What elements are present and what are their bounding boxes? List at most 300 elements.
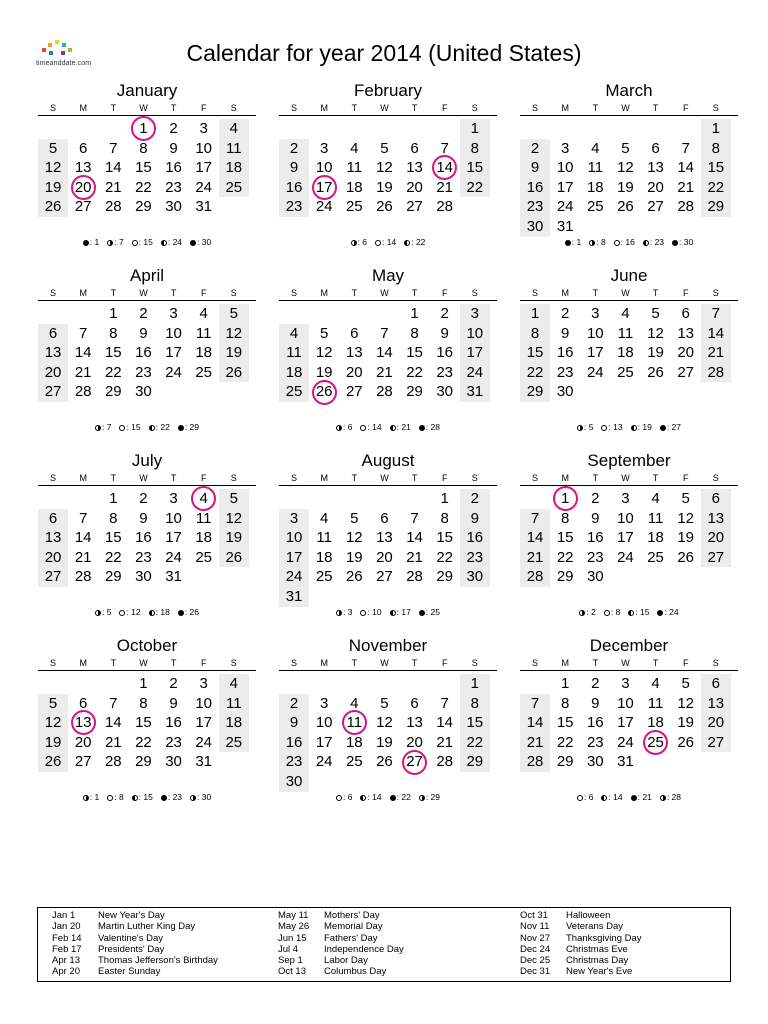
holiday-day-cell: 17 [309, 178, 339, 198]
day-cell: 1 [701, 119, 731, 139]
empty-cell [610, 119, 640, 139]
day-cell: 19 [38, 733, 68, 753]
moon-phase-date: : 19 [637, 422, 652, 432]
month-name: August [361, 451, 415, 470]
weekday-label: M [79, 103, 87, 113]
day-cell: 8 [561, 509, 570, 527]
day-cell: 28 [104, 753, 122, 771]
day-cell: 11 [219, 139, 249, 159]
day-cell: 15 [406, 344, 423, 362]
weekday-label: T [411, 103, 418, 113]
day-cell: 13 [677, 324, 695, 342]
weekday-label: T [170, 658, 177, 668]
day-cell: 2 [520, 139, 550, 159]
day-cell: 2 [279, 139, 309, 159]
day-cell: 5 [350, 509, 359, 527]
weekday-label: W [621, 288, 630, 298]
moon-phase-date: : 28 [666, 792, 681, 802]
holiday-row [278, 933, 404, 944]
moon-phase [601, 792, 622, 802]
day-cell: 26 [647, 363, 664, 381]
weekday-label: T [652, 473, 659, 483]
day-cell: 30 [556, 383, 574, 401]
day-cell: 2 [440, 305, 449, 322]
day-cell: 11 [647, 509, 664, 527]
moon-phase [360, 792, 381, 802]
day-cell: 7 [109, 139, 118, 157]
weekday-label: S [471, 473, 478, 483]
empty-cell [339, 489, 369, 509]
day-cell: 1 [561, 675, 570, 692]
day-cell: 7 [410, 509, 419, 527]
holiday-date: Apr 13 [52, 955, 80, 967]
moon-phase [660, 422, 681, 432]
month-october [38, 635, 256, 772]
day-cell: 20 [406, 733, 423, 751]
day-cell: 13 [647, 159, 664, 177]
moon-phase-date: : 29 [425, 792, 440, 802]
weekday-label: S [230, 288, 237, 298]
day-cell: 28 [74, 568, 92, 586]
weekday-label: F [200, 288, 207, 298]
weekday-label: S [471, 103, 478, 113]
moon-phase [579, 607, 595, 617]
weekday-label: W [621, 473, 630, 483]
weekday-label: F [200, 658, 207, 668]
holiday-row [52, 921, 218, 932]
day-cell: 16 [279, 178, 309, 198]
day-cell: 26 [38, 752, 68, 772]
empty-cell [339, 119, 369, 139]
weekday-label: S [291, 473, 298, 483]
day-cell: 2 [460, 489, 490, 509]
day-cell: 23 [586, 548, 604, 566]
day-cell: 14 [406, 529, 423, 547]
day-cell: 10 [165, 509, 182, 527]
day-cell: 14 [74, 529, 92, 547]
full-moon-icon [577, 795, 583, 801]
day-cell: 19 [219, 528, 249, 548]
day-cell: 4 [591, 139, 600, 157]
day-cell: 13 [376, 529, 393, 547]
day-cell: 8 [460, 694, 490, 714]
holiday-day-cell: 13 [68, 713, 98, 733]
weekday-label: F [441, 658, 448, 668]
day-cell: 15 [556, 714, 574, 732]
moon-phase-date: : 1 [571, 237, 582, 247]
holiday-date: Oct 13 [278, 966, 306, 978]
day-cell: 15 [556, 529, 574, 547]
month-name: April [129, 266, 164, 285]
holiday-name: Labor Day [324, 955, 368, 967]
day-cell: 8 [460, 139, 490, 159]
weekday-header [38, 287, 256, 301]
day-cell: 13 [345, 344, 363, 362]
moon-phase [107, 237, 123, 247]
day-cell: 10 [195, 139, 213, 157]
day-cell: 15 [104, 344, 122, 362]
weekday-label: T [110, 473, 117, 483]
day-cell: 26 [219, 548, 249, 568]
moon-phase [351, 237, 367, 247]
month-may [279, 265, 497, 402]
moon-phase-date: : 1 [89, 792, 100, 802]
weekday-label: S [230, 473, 237, 483]
day-cell: 22 [436, 548, 454, 566]
full-moon-icon [360, 610, 366, 616]
moon-phase [132, 792, 153, 802]
day-cell: 27 [677, 363, 695, 381]
day-cell: 18 [315, 548, 333, 566]
empty-cell [38, 304, 68, 324]
day-cell: 13 [38, 528, 68, 548]
day-grid [279, 304, 497, 402]
day-cell: 21 [677, 178, 695, 196]
day-cell: 25 [345, 753, 363, 771]
month-name: May [371, 266, 405, 285]
month-name: October [116, 636, 178, 655]
moon-phase [390, 422, 411, 432]
empty-cell [520, 489, 550, 509]
day-cell: 4 [219, 119, 249, 139]
weekday-label: S [291, 103, 298, 113]
moon-phase-date: : 7 [101, 422, 112, 432]
day-cell: 15 [520, 343, 550, 363]
empty-cell [369, 674, 399, 694]
day-cell: 29 [460, 752, 490, 772]
weekday-label: T [110, 103, 117, 113]
moon-phase [628, 607, 649, 617]
holiday-name: Martin Luther King Day [98, 921, 196, 933]
month-december [520, 635, 738, 772]
weekday-label: S [532, 288, 539, 298]
weekday-label: F [200, 473, 207, 483]
moon-phases [520, 237, 738, 247]
moon-phase [178, 422, 199, 432]
moon-phase [390, 607, 411, 617]
holiday-name: Thomas Jefferson's Birthday [98, 955, 218, 967]
weekday-label: M [561, 103, 569, 113]
full-moon-icon [119, 610, 125, 616]
day-cell: 9 [591, 509, 600, 527]
day-cell: 2 [561, 305, 570, 322]
moon-phase-date: : 6 [357, 237, 368, 247]
day-cell: 12 [219, 324, 249, 344]
day-cell: 1 [440, 490, 449, 507]
day-cell: 11 [346, 159, 363, 177]
day-cell: 11 [279, 343, 309, 363]
weekday-label: W [380, 103, 389, 113]
weekday-label: M [79, 658, 87, 668]
moon-phases [38, 607, 256, 617]
day-cell: 14 [436, 714, 454, 732]
holiday-column [278, 910, 404, 978]
day-grid [520, 119, 738, 237]
new-moon-icon [83, 240, 89, 246]
new-moon-icon [672, 240, 678, 246]
weekday-label: T [592, 658, 599, 668]
day-cell: 19 [677, 714, 695, 732]
day-cell: 21 [104, 733, 122, 751]
moon-phase [657, 607, 678, 617]
day-cell: 5 [651, 305, 660, 322]
holiday-day-cell: 1 [128, 119, 158, 139]
day-cell: 1 [109, 490, 118, 507]
moon-phase [83, 792, 99, 802]
weekday-label: T [351, 658, 358, 668]
empty-cell [279, 304, 309, 324]
day-cell: 31 [556, 217, 574, 235]
holiday-date: May 26 [278, 921, 310, 933]
day-cell: 11 [587, 159, 604, 177]
day-cell: 8 [109, 324, 118, 342]
day-cell: 16 [279, 733, 309, 753]
day-cell: 22 [701, 178, 731, 198]
day-cell: 26 [219, 363, 249, 383]
day-cell: 4 [621, 305, 630, 322]
holiday-row [52, 933, 218, 944]
new-moon-icon [161, 795, 167, 801]
holiday-date: Nov 27 [520, 932, 551, 944]
moon-phase-date: : 21 [396, 422, 411, 432]
weekday-label: S [230, 658, 237, 668]
moon-phase [404, 237, 425, 247]
moon-phase-date: : 23 [649, 237, 665, 247]
weekday-label: T [592, 103, 599, 113]
day-cell: 19 [38, 178, 68, 198]
holiday-column [520, 910, 642, 978]
weekday-label: S [532, 658, 539, 668]
moon-phase-date: : 12 [126, 607, 141, 617]
day-cell: 21 [376, 363, 393, 381]
day-cell: 10 [617, 509, 634, 527]
moon-phases [38, 792, 256, 802]
day-cell: 24 [279, 567, 309, 587]
last-quarter-icon [390, 610, 396, 616]
day-cell: 30 [135, 568, 152, 586]
day-cell: 29 [135, 198, 152, 216]
day-cell: 3 [561, 139, 570, 157]
moon-phase [178, 607, 199, 617]
day-cell: 21 [520, 548, 550, 568]
moon-phase [336, 792, 352, 802]
day-cell: 14 [74, 344, 92, 362]
month-name: December [589, 636, 669, 655]
day-cell: 19 [376, 733, 393, 751]
moon-phase [190, 237, 211, 247]
moon-phases [520, 422, 738, 432]
moon-phase-date: : 6 [342, 792, 353, 802]
day-grid [279, 119, 497, 217]
moon-phases [279, 607, 497, 617]
first-quarter-icon [190, 795, 196, 801]
moon-phase [95, 607, 111, 617]
weekday-label: M [320, 658, 328, 668]
empty-cell [38, 119, 68, 139]
day-cell: 20 [677, 344, 695, 362]
new-moon-icon [631, 795, 637, 801]
holiday-name: Mothers' Day [324, 910, 380, 921]
empty-cell [68, 674, 98, 694]
full-moon-icon [375, 240, 381, 246]
empty-cell [430, 674, 460, 694]
day-cell: 23 [460, 548, 490, 568]
moon-phase-date: : 14 [367, 792, 382, 802]
holiday-name: New Year's Day [98, 910, 165, 921]
day-cell: 25 [315, 568, 333, 586]
month-june [520, 265, 738, 402]
day-cell: 23 [436, 363, 454, 381]
day-cell: 24 [165, 363, 182, 381]
weekday-label: W [139, 658, 148, 668]
holiday-name: Columbus Day [324, 966, 387, 978]
day-cell: 18 [586, 178, 604, 196]
day-cell: 18 [647, 529, 664, 547]
day-grid [279, 489, 497, 607]
day-cell: 3 [169, 305, 178, 322]
moon-phases [38, 422, 256, 432]
holiday-date: Feb 17 [52, 943, 82, 955]
day-cell: 7 [79, 324, 88, 342]
moon-phase [360, 422, 381, 432]
empty-cell [38, 489, 68, 509]
day-cell: 25 [279, 382, 309, 402]
holiday-row [278, 966, 404, 977]
day-cell: 20 [647, 178, 664, 196]
last-quarter-icon [643, 240, 649, 246]
moon-phase [107, 792, 123, 802]
moon-phase-date: : 10 [367, 607, 382, 617]
holiday-row [278, 944, 404, 955]
day-cell: 24 [195, 733, 213, 751]
weekday-header [520, 102, 738, 116]
day-cell: 10 [195, 694, 213, 712]
weekday-label: S [532, 103, 539, 113]
day-cell: 24 [315, 753, 333, 771]
day-cell: 9 [279, 713, 309, 733]
month-march [520, 80, 738, 237]
moon-phase-date: : 22 [396, 792, 411, 802]
moon-phase-date: : 24 [167, 237, 183, 247]
moon-phases [520, 607, 738, 617]
day-cell: 9 [139, 509, 148, 527]
weekday-header [38, 102, 256, 116]
day-cell: 8 [520, 324, 550, 344]
empty-cell [520, 119, 550, 139]
day-cell: 7 [440, 694, 449, 712]
moon-phase [643, 237, 664, 247]
day-cell: 17 [460, 343, 490, 363]
day-cell: 29 [701, 197, 731, 217]
day-cell: 15 [701, 158, 731, 178]
first-quarter-icon [419, 795, 425, 801]
day-cell: 28 [520, 752, 550, 772]
day-cell: 9 [440, 324, 449, 342]
weekday-header [279, 287, 497, 301]
weekday-label: F [441, 288, 448, 298]
day-cell: 24 [617, 733, 634, 751]
holiday-row [520, 921, 642, 932]
day-cell: 16 [520, 178, 550, 198]
weekday-label: S [712, 288, 719, 298]
weekday-label: T [592, 288, 599, 298]
day-cell: 10 [279, 528, 309, 548]
day-cell: 22 [460, 733, 490, 753]
day-cell: 25 [195, 548, 213, 566]
moon-phase-date: : 14 [367, 422, 382, 432]
last-quarter-icon [360, 795, 366, 801]
day-cell: 27 [38, 567, 68, 587]
moon-phase [119, 422, 140, 432]
empty-cell [98, 119, 128, 139]
day-cell: 1 [520, 304, 550, 324]
day-cell: 18 [219, 713, 249, 733]
day-cell: 11 [195, 509, 212, 527]
day-cell: 4 [651, 490, 660, 507]
last-quarter-icon [149, 610, 155, 616]
holiday-name: Veterans Day [566, 921, 624, 933]
holiday-row [520, 944, 642, 955]
day-cell: 27 [376, 568, 393, 586]
weekday-label: M [320, 103, 328, 113]
day-cell: 29 [104, 568, 122, 586]
day-cell: 17 [195, 714, 213, 732]
weekday-label: S [50, 288, 57, 298]
holiday-name: Independence Day [324, 943, 404, 955]
day-cell: 16 [165, 159, 182, 177]
day-cell: 4 [219, 674, 249, 694]
day-cell: 24 [586, 363, 604, 381]
first-quarter-icon [95, 610, 101, 616]
day-cell: 2 [169, 675, 178, 692]
holiday-day-cell: 25 [641, 733, 671, 753]
weekday-label: S [50, 103, 57, 113]
moon-phase [419, 607, 440, 617]
moon-phase [336, 422, 352, 432]
day-cell: 30 [165, 753, 182, 771]
full-moon-icon [614, 240, 620, 246]
weekday-label: T [351, 288, 358, 298]
day-cell: 9 [279, 158, 309, 178]
month-january [38, 80, 256, 217]
new-moon-icon [660, 425, 666, 431]
moon-phases [520, 792, 738, 802]
day-cell: 13 [38, 343, 68, 363]
day-cell: 29 [436, 568, 454, 586]
weekday-label: T [411, 658, 418, 668]
day-cell: 23 [520, 197, 550, 217]
day-grid [520, 489, 738, 587]
last-quarter-icon [404, 240, 410, 246]
day-cell: 8 [139, 694, 148, 712]
moon-phase-date: : 14 [382, 237, 397, 247]
holiday-date: Dec 25 [520, 955, 551, 967]
day-cell: 29 [520, 382, 550, 402]
day-cell: 5 [219, 489, 249, 509]
day-cell: 22 [135, 733, 152, 751]
new-moon-icon [178, 425, 184, 431]
moon-phase-date: : 24 [664, 607, 679, 617]
new-moon-icon [419, 425, 425, 431]
day-cell: 1 [460, 674, 490, 694]
day-cell: 29 [556, 753, 574, 771]
weekday-label: T [652, 103, 659, 113]
moon-phase-date: : 5 [583, 422, 594, 432]
day-cell: 23 [135, 548, 152, 566]
day-cell: 6 [410, 139, 419, 157]
moon-phase [631, 792, 652, 802]
day-cell: 16 [460, 528, 490, 548]
